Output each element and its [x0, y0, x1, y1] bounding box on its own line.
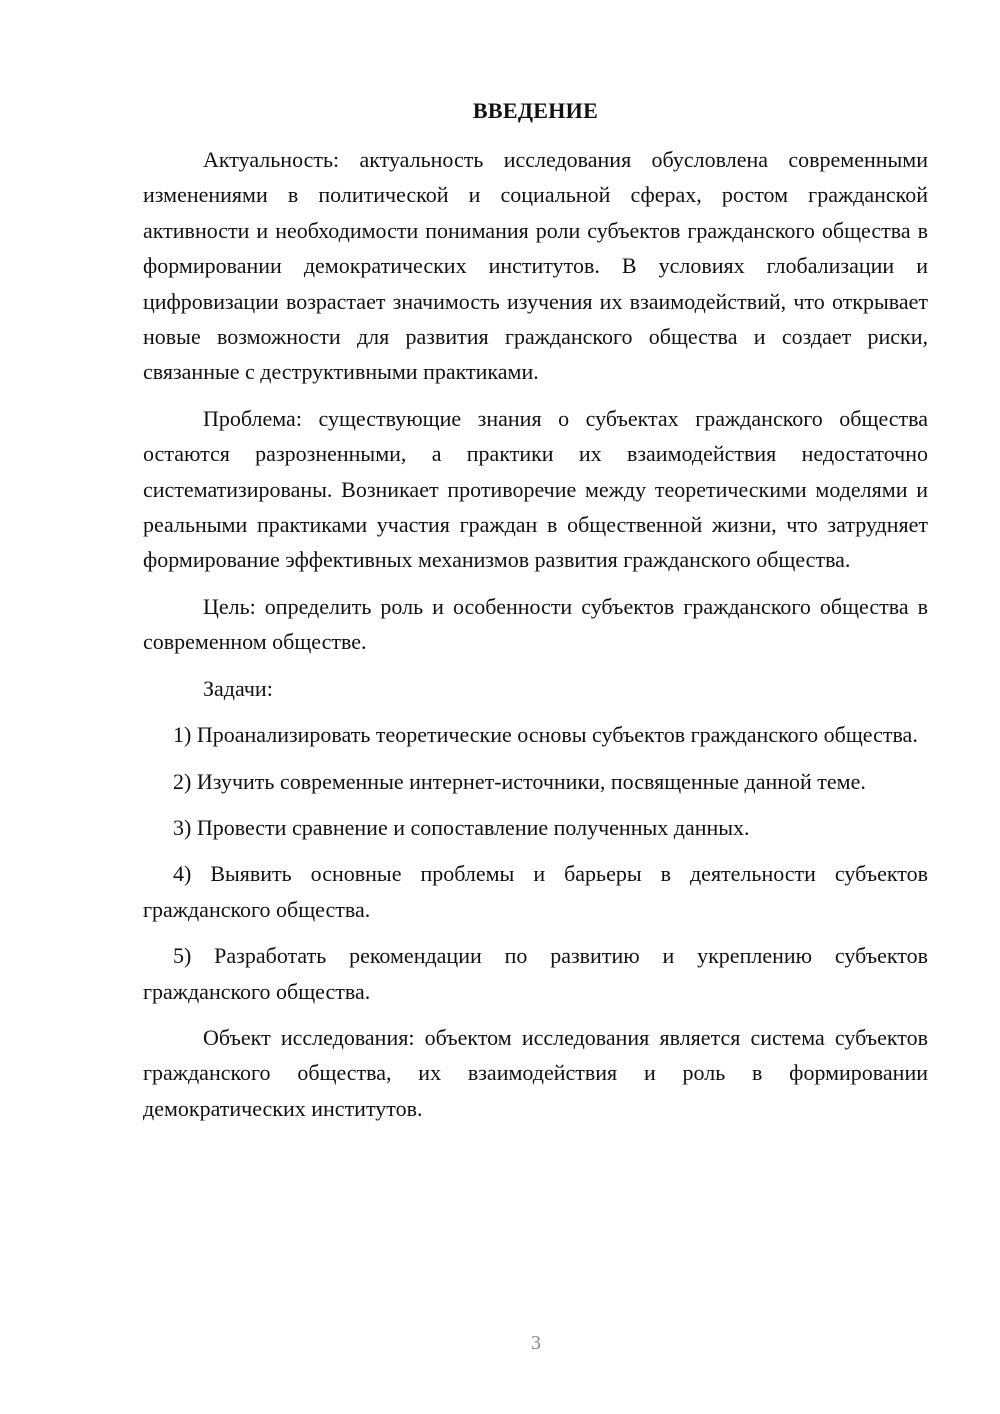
document-page [143, 96, 928, 1137]
task-item-1: 1) Проанализировать теоретические основы субъектов гражданского общества. [173, 722, 918, 748]
task-item-3: 3) Провести сравнение и сопоставление полученных данных. [173, 814, 750, 840]
tasks-label: Задачи: [203, 675, 273, 701]
task-item-5: 5) Разработать рекомендации по развитию и укреплению субъектов гражданского общества. [143, 943, 928, 1004]
relevance-paragraph: Актуальность: актуальность исследования обусловлена современными изменениями в политической и социальной сферах, ростом гражданской активности и необходимости понимания роли субъектов гражданского общества в формировании демократических институтов. В условиях глобализации и цифровизации возрастает значимость изучения их взаимодействий, что открывает новые возможности для развития гражданского общества и создает риски, связанные с деструктивными практиками. [143, 147, 928, 385]
task-item-4: 4) Выявить основные проблемы и барьеры в деятельности субъектов гражданского общества. [143, 861, 928, 922]
task-item-2: 2) Изучить современные интернет-источники, посвященные данной теме. [173, 768, 866, 794]
page-number: 3 [531, 1332, 541, 1354]
goal-paragraph: Цель: определить роль и особенности субъектов гражданского общества в современном обществе. [143, 593, 928, 655]
page-title: ВВЕДЕНИЕ [472, 98, 599, 123]
object-paragraph: Объект исследования: объектом исследования является система субъектов гражданского общества, их взаимодействия и роль в формировании демократических институтов. [143, 1024, 928, 1121]
problem-paragraph: Проблема: существующие знания о субъектах гражданского общества остаются разрозненными, а практики их взаимодействия недостаточно систематизированы. Возникает противоречие между теоретическими моделями и реальными практиками участия граждан в общественной жизни, что затрудняет формирование эффективных механизмов развития гражданского общества. [143, 405, 928, 573]
